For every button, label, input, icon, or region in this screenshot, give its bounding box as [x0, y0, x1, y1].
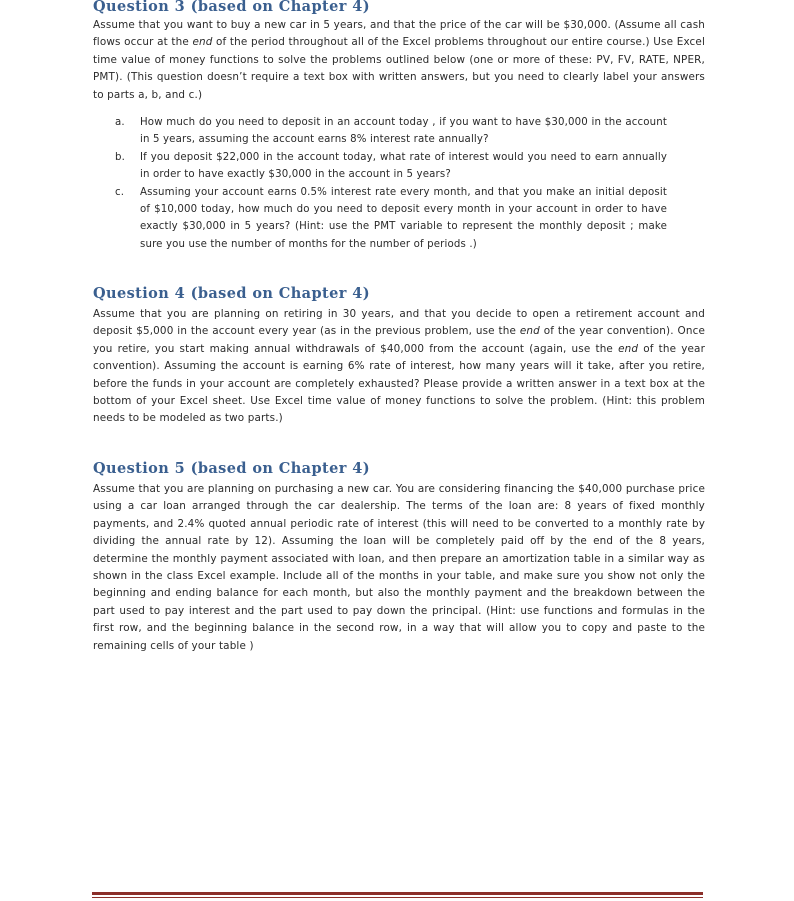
q4-emphasis-end-2: end — [618, 342, 639, 355]
list-item — [115, 184, 667, 254]
list-item-text: How much do you need to deposit in an account today , if you want to have $30,000 in the account in 5 years, assuming the account earns 8% interest rate annually? — [140, 117, 667, 146]
q4-text-part2: of the year convention). Once you retire, you start making annual withdrawals of $40,000 from the account (again, use the — [93, 325, 705, 355]
question-3-heading: Question 3 (based on Chapter 4) — [93, 0, 370, 15]
list-marker: c. — [115, 186, 125, 198]
footer-divider — [92, 892, 703, 895]
q3-emphasis-end: end — [192, 36, 213, 49]
question-3-paragraph — [93, 17, 705, 104]
question-5-heading: Question 5 (based on Chapter 4) — [93, 460, 370, 477]
question-4-paragraph — [93, 306, 705, 428]
q3-text-part2: of the period throughout all of the Excel problems throughout our entire course.) Use Excel time value of money functions to solve the problems outlined below (one or more of these: PV, FV, RATE, NPER, PMT). (This question doesn’t require a text box with written answers, but you need to clearly label your answers to parts a, b, and c.) — [93, 36, 705, 101]
list-item-text: Assuming your account earns 0.5% interest rate every month, and that you make an initial deposit of $10,000 today, how much do you need to deposit every month in your account in order to have exactly $30,000 in 5 years? (Hint: use the PMT variable to represent the monthly deposit ; make sure you use the number of months for the number of periods .) — [140, 186, 667, 250]
list-item — [115, 114, 667, 149]
question-4-heading: Question 4 (based on Chapter 4) — [93, 285, 370, 302]
list-item — [115, 149, 667, 184]
list-item-text: If you deposit $22,000 in the account today, what rate of interest would you need to earn annually in order to have exactly $30,000 in the account in 5 years? — [140, 151, 667, 181]
footer-divider-thin — [92, 897, 703, 898]
list-marker: b. — [115, 151, 126, 163]
question-5-paragraph: Assume that you are planning on purchasing a new car. You are considering financing the $40,000 purchase price using a car loan arranged through the car dealership. The terms of the loan are: 8 years of fixed monthly payments, and 2.4% quoted annual periodic rate of interest (this will need to be converted to a monthly rate by dividing the annual rate by 12). Assuming the loan will be completely paid off by the end of the 8 years, determine the monthly payment associated with loan, and then prepare an amortization table in a similar way as shown in the class Excel example. Include all of the months in your table, and make sure you show not only the beginning and ending balance for each month, but also the monthly payment and the breakdown between the part used to pay interest and the part used to pay down the principal. (Hint: use functions and formulas in the first row, and the beginning balance in the second row, in a way that will allow you to copy and paste to the remaining cells of your table ) — [93, 483, 705, 652]
question-3-parts-list — [115, 114, 667, 253]
q3-text-part1: Assume that you want to buy a new car in 5 years, and that the price of the car will be $30,000. (Assume all cash flows occur at the — [93, 19, 705, 49]
list-marker: a. — [115, 117, 125, 128]
q4-text-part1: Assume that you are planning on retiring in 30 years, and that you decide to open a retirement account and deposit $5,000 in the account every year (as in the previous problem, use the — [93, 308, 705, 338]
q4-emphasis-end-1: end — [519, 325, 540, 338]
q4-text-part3: of the year convention). Assuming the account is earning 6% rate of interest, how many years will it take, after you retire, before the funds in your account are completely exhausted? Please provide a written answer in a text box at the bottom of your Excel sheet. Use Excel time value of money functions to solve the problem. (Hint: this problem needs to be modeled as two parts.) — [93, 342, 705, 425]
